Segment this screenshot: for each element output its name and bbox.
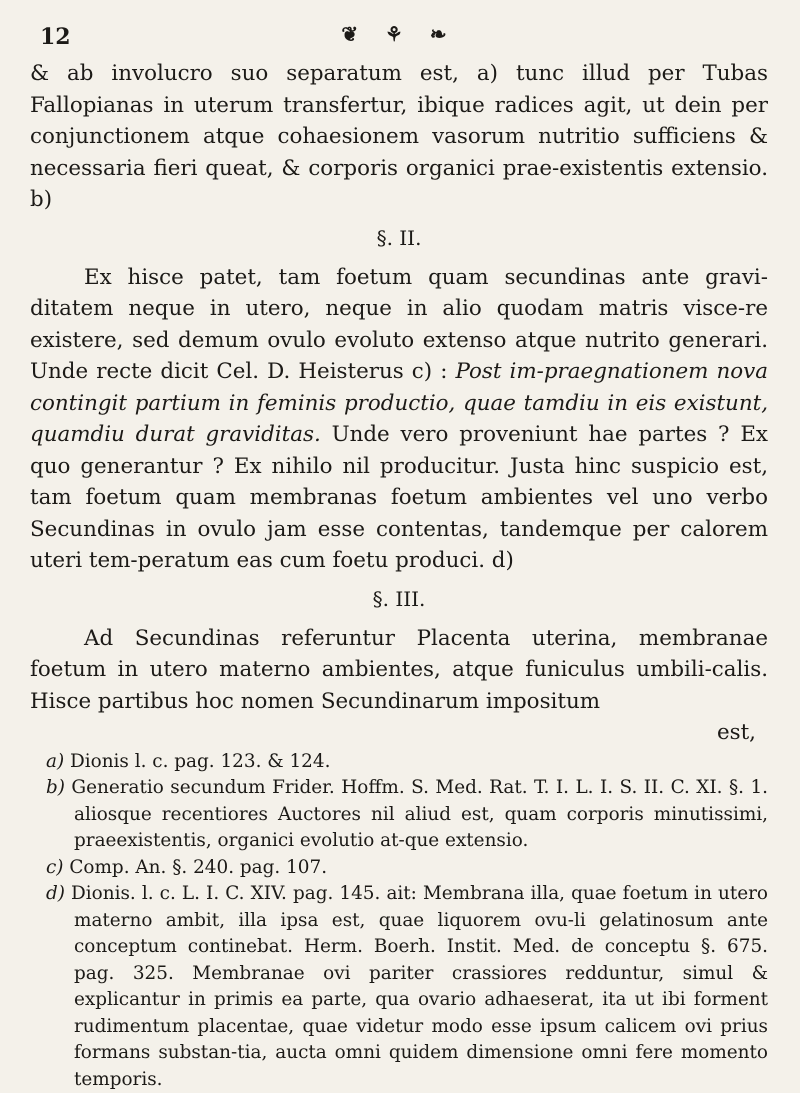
paragraph-2-start: Ex hisce patet, tam foetum quam secundinas ante gravi-ditatem neque in utero, neque in alio quodam matris visce-re existere, sed demum ovulo evoluto extenso atque nutrito generari. Unde recte dicit Cel. D. Heisterus c) : bbox=[30, 264, 768, 384]
footnote-d bbox=[30, 881, 768, 1093]
footnote-mark: b) bbox=[46, 777, 65, 798]
section-heading-3: §. III. bbox=[372, 586, 426, 611]
catchword: est, bbox=[716, 720, 756, 745]
footnote-mark: c) bbox=[46, 856, 64, 878]
footnote-mark: a) bbox=[46, 750, 65, 772]
footnote-text: Comp. An. §. 240. pag. 107. bbox=[69, 856, 328, 878]
footnote-c bbox=[30, 855, 768, 882]
footnote-b bbox=[30, 775, 768, 855]
heister-quote: Post im-praegnationem nova contingit partium in feminis productio, quae tamdiu in eis existunt, quamdiu durat graviditas. bbox=[30, 359, 768, 447]
footnote-text: Dionis l. c. pag. 123. & 124. bbox=[70, 750, 331, 772]
paragraph-3: Ad Secundinas referuntur Placenta uterina, membranae foetum in utero materno ambientes, atque funiculus umbili-calis. Hisce partibus hoc nomen Secundinarum impositum bbox=[30, 625, 768, 714]
main-text bbox=[30, 58, 768, 749]
book-page bbox=[30, 22, 768, 1093]
header-ornament: ❦ ⚘ ❧ bbox=[341, 22, 457, 46]
footnote-mark: d) bbox=[46, 883, 65, 904]
footnote-text: Generatio secundum Frider. Hoffm. S. Med. Rat. T. I. L. I. S. II. C. XI. §. 1. aliosque recentiores Auctores nil aliud est, quam corporis minutissimi, praeexistentis, organici evolutio at-que extensio. bbox=[71, 777, 768, 851]
section-heading-2: §. II. bbox=[376, 225, 422, 250]
page-header bbox=[30, 22, 768, 58]
footnote-a bbox=[30, 749, 768, 776]
paragraph-1: & ab involucro suo separatum est, a) tunc illud per Tubas Fallopianas in uterum transfertur, ibique radices agit, ut dein per conjunctionem atque cohaesionem vasorum nutritio sufficiens & necessaria fieri queat, & corporis organici prae-existentis extensio. b) bbox=[30, 61, 768, 212]
footnote-text: Dionis. l. c. L. I. C. XIV. pag. 145. ait: Membrana illa, quae foetum in utero materno ambit, illa ipsa est, quae liquorem ovu-li gelatinosum ante conceptum continebat. Herm. Boerh. Instit. Med. de conceptu §. 675. pag. 325. Membranae ovi pariter crassiores redduntur, simul & explicantur in primis ea parte, qua ovario adhaeserat, ita ut ibi forment rudimentum placentae, quae videtur modo esse ipsum calicem ovi prius formans substan-tia, aucta omni quidem dimensione omni fere momento temporis. bbox=[71, 883, 768, 1090]
paragraph-2-end: Unde vero proveniunt hae partes ? Ex quo generantur ? Ex nihilo nil producitur. Justa hinc suspicio est, tam foetum quam membranas foetum ambientes vel uno verbo Secundinas in ovulo jam esse contentas, tandemque per calorem uteri tem-peratum eas cum foetu produci. d) bbox=[30, 422, 768, 573]
page-number: 12 bbox=[40, 24, 71, 50]
footnotes bbox=[30, 749, 768, 1093]
paragraph-2 bbox=[30, 262, 768, 577]
